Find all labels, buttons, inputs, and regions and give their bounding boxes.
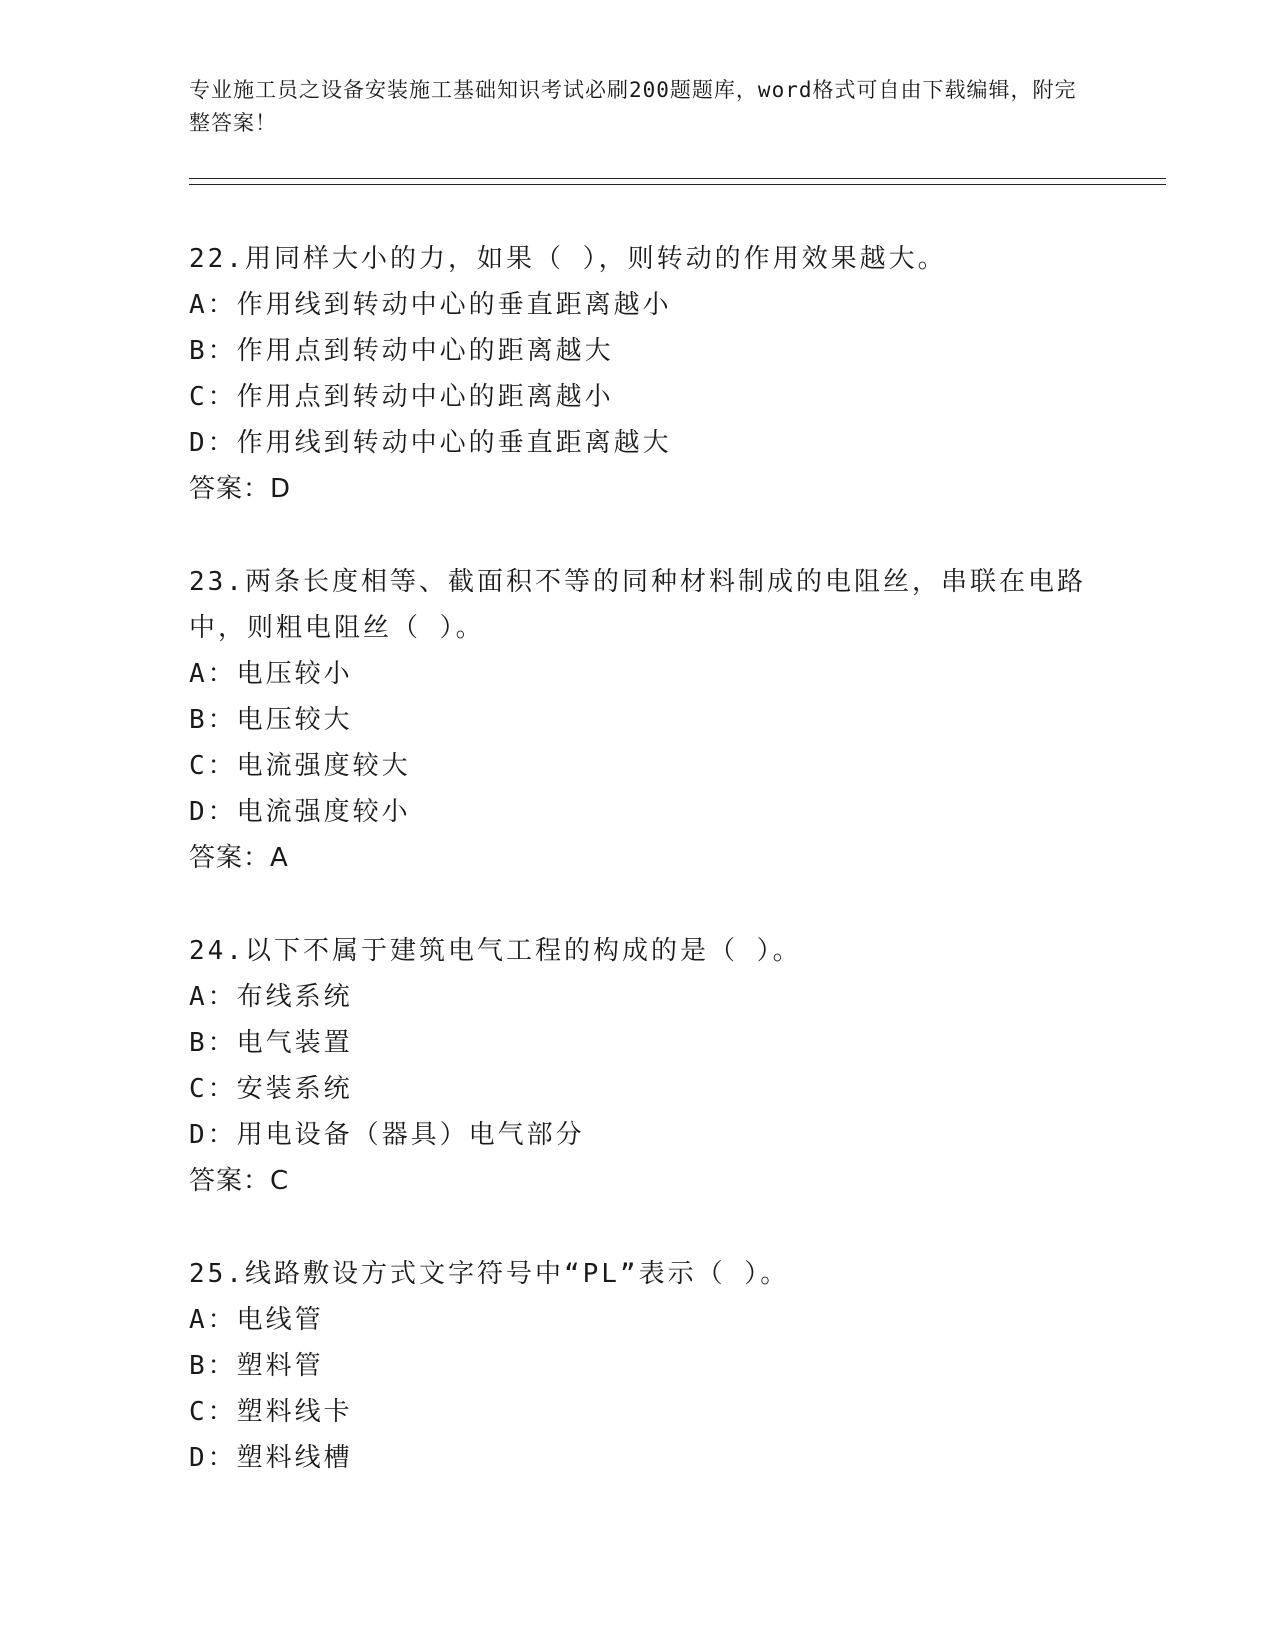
question-stem: 23.两条长度相等、截面积不等的同种材料制成的电阻丝，串联在电路中，则粗电阻丝（ ）。 [189, 567, 1086, 643]
answer: 答案：C [189, 1166, 290, 1196]
option-d: D：电流强度较小 [189, 797, 411, 827]
header-title: 专业施工员之设备安装施工基础知识考试必刷200题题库，word格式可自由下载编辑，附完整答案！ [189, 78, 1077, 135]
question-stem: 25.线路敷设方式文字符号中“PL”表示（ ）。 [189, 1259, 790, 1289]
question-25 [189, 1251, 1089, 1481]
option-a: A：布线系统 [189, 982, 353, 1012]
question-stem: 24.以下不属于建筑电气工程的构成的是（ ）。 [189, 936, 802, 966]
option-d: D：塑料线槽 [189, 1443, 353, 1473]
header-divider-bottom [189, 184, 1166, 185]
question-stem: 22.用同样大小的力，如果（ ），则转动的作用效果越大。 [189, 244, 947, 274]
option-a: A：电压较小 [189, 659, 353, 689]
option-b: B：电气装置 [189, 1028, 353, 1058]
option-c: C：安装系统 [189, 1074, 353, 1104]
option-d: D：用电设备（器具）电气部分 [189, 1120, 585, 1150]
option-b: B：塑料管 [189, 1351, 324, 1381]
option-c: C：电流强度较大 [189, 751, 411, 781]
option-a: A：电线管 [189, 1305, 324, 1335]
answer: 答案：A [189, 843, 289, 873]
option-a: A：作用线到转动中心的垂直距离越小 [189, 290, 672, 320]
question-list [189, 236, 1089, 1528]
option-c: C：塑料线卡 [189, 1397, 353, 1427]
option-c: C：作用点到转动中心的距离越小 [189, 382, 614, 412]
question-24 [189, 928, 1089, 1204]
option-b: B：作用点到转动中心的距离越大 [189, 336, 614, 366]
question-23 [189, 559, 1089, 881]
option-b: B：电压较大 [189, 705, 353, 735]
document-header [189, 74, 1089, 140]
answer: 答案：D [189, 474, 292, 504]
option-d: D：作用线到转动中心的垂直距离越大 [189, 428, 672, 458]
header-divider-top [189, 178, 1166, 179]
question-22 [189, 236, 1089, 512]
